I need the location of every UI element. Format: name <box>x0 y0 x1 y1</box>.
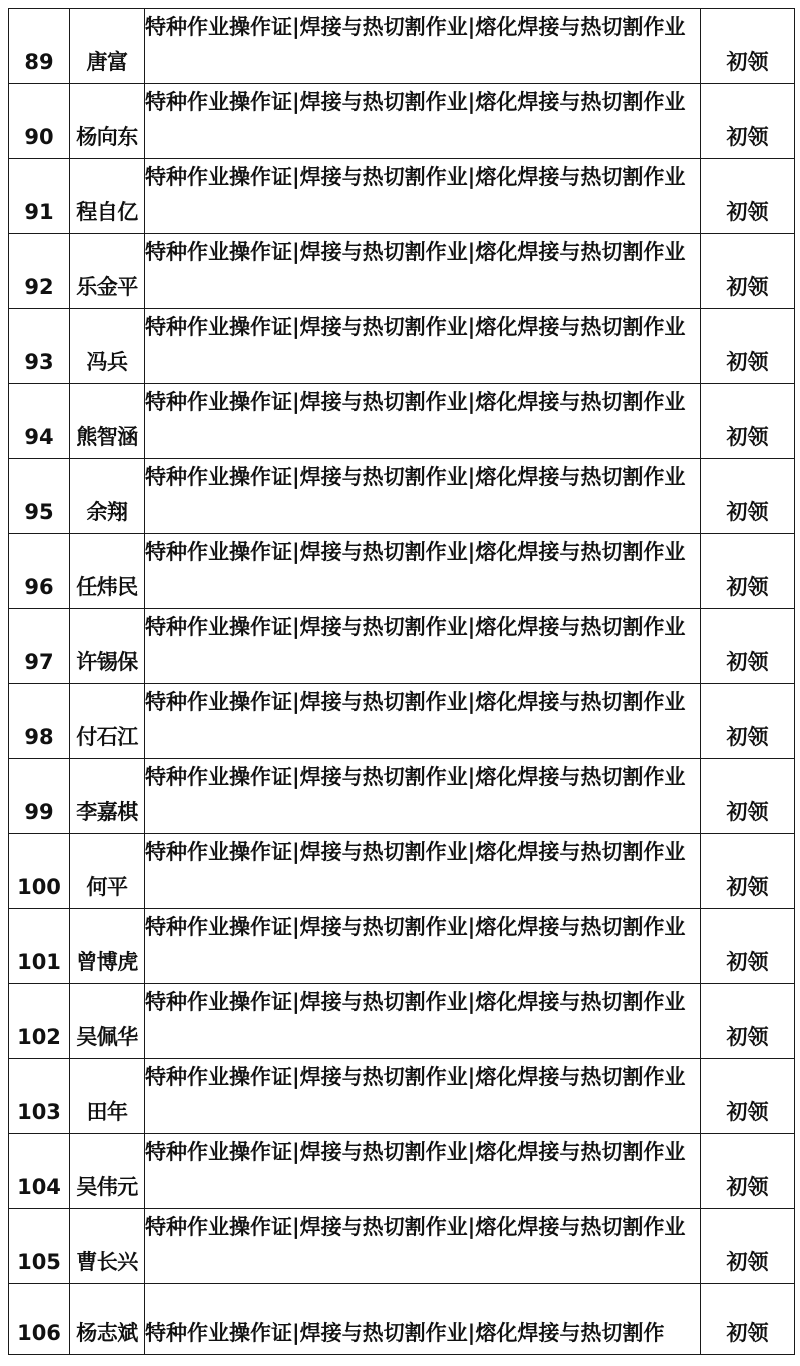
certificate-type-cell: 特种作业操作证|焊接与热切割作业|熔化焊接与热切割作业 <box>145 534 701 609</box>
table-row <box>9 9 795 84</box>
table-row <box>9 159 795 234</box>
row-number-cell: 97 <box>9 609 70 684</box>
certificate-type-cell: 特种作业操作证|焊接与热切割作业|熔化焊接与热切割作业 <box>145 309 701 384</box>
person-name-cell: 吴伟元 <box>70 1134 145 1209</box>
certificate-type-cell: 特种作业操作证|焊接与热切割作业|熔化焊接与热切割作业 <box>145 159 701 234</box>
table-row <box>9 684 795 759</box>
issue-type-cell: 初领 <box>701 1209 795 1284</box>
table-row <box>9 609 795 684</box>
row-number-cell: 106 <box>9 1284 70 1355</box>
row-number-cell: 89 <box>9 9 70 84</box>
certificate-type-cell: 特种作业操作证|焊接与热切割作业|熔化焊接与热切割作业 <box>145 384 701 459</box>
certificate-type-cell: 特种作业操作证|焊接与热切割作业|熔化焊接与热切割作业 <box>145 609 701 684</box>
issue-type-cell: 初领 <box>701 834 795 909</box>
row-number-cell: 90 <box>9 84 70 159</box>
issue-type-cell: 初领 <box>701 759 795 834</box>
certificate-type-cell: 特种作业操作证|焊接与热切割作业|熔化焊接与热切割作业 <box>145 84 701 159</box>
certificate-type-cell: 特种作业操作证|焊接与热切割作业|熔化焊接与热切割作业 <box>145 1134 701 1209</box>
issue-type-cell: 初领 <box>701 84 795 159</box>
row-number-cell: 94 <box>9 384 70 459</box>
issue-type-cell: 初领 <box>701 684 795 759</box>
issue-type-cell: 初领 <box>701 1134 795 1209</box>
issue-type-cell: 初领 <box>701 1284 795 1355</box>
row-number-cell: 92 <box>9 234 70 309</box>
person-name-cell: 冯兵 <box>70 309 145 384</box>
table-row <box>9 909 795 984</box>
row-number-cell: 104 <box>9 1134 70 1209</box>
person-name-cell: 唐富 <box>70 9 145 84</box>
certificate-type-cell: 特种作业操作证|焊接与热切割作业|熔化焊接与热切割作业 <box>145 984 701 1059</box>
certificate-type-cell: 特种作业操作证|焊接与热切割作业|熔化焊接与热切割作业 <box>145 909 701 984</box>
table-row <box>9 759 795 834</box>
issue-type-cell: 初领 <box>701 909 795 984</box>
issue-type-cell: 初领 <box>701 1059 795 1134</box>
row-number-cell: 99 <box>9 759 70 834</box>
person-name-cell: 程自亿 <box>70 159 145 234</box>
person-name-cell: 付石江 <box>70 684 145 759</box>
certificate-type-cell: 特种作业操作证|焊接与热切割作业|熔化焊接与热切割作 <box>145 1284 701 1355</box>
certificate-table <box>8 8 795 1355</box>
issue-type-cell: 初领 <box>701 609 795 684</box>
person-name-cell: 曾博虎 <box>70 909 145 984</box>
person-name-cell: 乐金平 <box>70 234 145 309</box>
person-name-cell: 余翔 <box>70 459 145 534</box>
issue-type-cell: 初领 <box>701 984 795 1059</box>
row-number-cell: 95 <box>9 459 70 534</box>
issue-type-cell: 初领 <box>701 9 795 84</box>
certificate-type-cell: 特种作业操作证|焊接与热切割作业|熔化焊接与热切割作业 <box>145 834 701 909</box>
table-row <box>9 1059 795 1134</box>
table-row <box>9 84 795 159</box>
issue-type-cell: 初领 <box>701 234 795 309</box>
table-row <box>9 834 795 909</box>
person-name-cell: 杨向东 <box>70 84 145 159</box>
issue-type-cell: 初领 <box>701 384 795 459</box>
person-name-cell: 许锡保 <box>70 609 145 684</box>
table-body <box>9 9 795 1355</box>
person-name-cell: 李嘉棋 <box>70 759 145 834</box>
table-row <box>9 384 795 459</box>
row-number-cell: 100 <box>9 834 70 909</box>
row-number-cell: 102 <box>9 984 70 1059</box>
table-row <box>9 534 795 609</box>
issue-type-cell: 初领 <box>701 534 795 609</box>
certificate-type-cell: 特种作业操作证|焊接与热切割作业|熔化焊接与热切割作业 <box>145 9 701 84</box>
row-number-cell: 93 <box>9 309 70 384</box>
row-number-cell: 91 <box>9 159 70 234</box>
table-row <box>9 234 795 309</box>
certificate-type-cell: 特种作业操作证|焊接与热切割作业|熔化焊接与热切割作业 <box>145 759 701 834</box>
person-name-cell: 杨志斌 <box>70 1284 145 1355</box>
certificate-type-cell: 特种作业操作证|焊接与热切割作业|熔化焊接与热切割作业 <box>145 459 701 534</box>
person-name-cell: 何平 <box>70 834 145 909</box>
issue-type-cell: 初领 <box>701 459 795 534</box>
table-row <box>9 1134 795 1209</box>
certificate-type-cell: 特种作业操作证|焊接与热切割作业|熔化焊接与热切割作业 <box>145 684 701 759</box>
row-number-cell: 101 <box>9 909 70 984</box>
person-name-cell: 任炜民 <box>70 534 145 609</box>
table-row <box>9 984 795 1059</box>
person-name-cell: 田年 <box>70 1059 145 1134</box>
table-row <box>9 459 795 534</box>
row-number-cell: 103 <box>9 1059 70 1134</box>
issue-type-cell: 初领 <box>701 159 795 234</box>
table-row <box>9 309 795 384</box>
table-row <box>9 1209 795 1284</box>
certificate-type-cell: 特种作业操作证|焊接与热切割作业|熔化焊接与热切割作业 <box>145 234 701 309</box>
person-name-cell: 熊智涵 <box>70 384 145 459</box>
row-number-cell: 96 <box>9 534 70 609</box>
table-row <box>9 1284 795 1355</box>
person-name-cell: 曹长兴 <box>70 1209 145 1284</box>
row-number-cell: 98 <box>9 684 70 759</box>
issue-type-cell: 初领 <box>701 309 795 384</box>
person-name-cell: 吴佩华 <box>70 984 145 1059</box>
certificate-type-cell: 特种作业操作证|焊接与热切割作业|熔化焊接与热切割作业 <box>145 1209 701 1284</box>
row-number-cell: 105 <box>9 1209 70 1284</box>
certificate-type-cell: 特种作业操作证|焊接与热切割作业|熔化焊接与热切割作业 <box>145 1059 701 1134</box>
